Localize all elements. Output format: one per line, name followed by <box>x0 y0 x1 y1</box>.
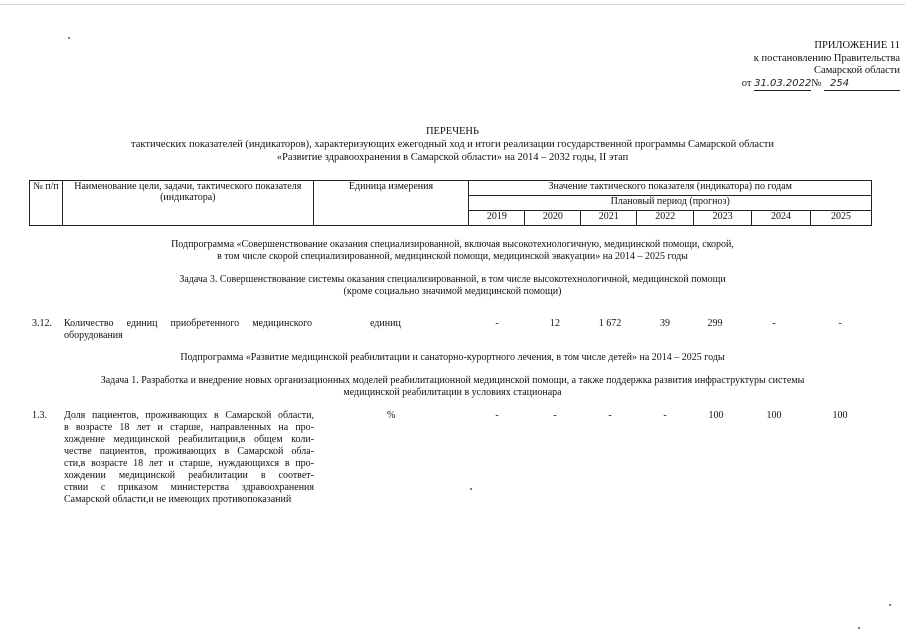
number-prefix: № <box>811 77 822 89</box>
document-title-line2: «Развитие здравоохранения в Самарской области» на 2014 – 2032 годы, II этап <box>276 152 629 163</box>
row-13-value: 100 <box>766 410 782 421</box>
header-plan-period: Плановый период (прогноз) <box>469 196 872 211</box>
header-year: 2022 <box>637 211 694 226</box>
row-312-value: 299 <box>707 318 723 329</box>
header-year: 2019 <box>469 211 525 226</box>
row-312-unit: единиц <box>370 318 401 329</box>
header-num: № п/п <box>30 181 63 226</box>
row-13-name <box>64 410 314 506</box>
appendix-decree: к постановлению Правительства <box>753 52 900 64</box>
header-year: 2025 <box>811 211 872 226</box>
row-13-value: - <box>608 410 612 421</box>
row-312-value: - <box>495 318 499 329</box>
header-year: 2024 <box>752 211 811 226</box>
task3-line1: Задача 3. Совершенствование системы оказания специализированной, в том числе высокотехнологичной, медицинской помощи <box>179 274 726 285</box>
row-13-value: - <box>495 410 499 421</box>
row-312-value: 1 672 <box>598 318 622 329</box>
row-13-num: 1.3. <box>32 410 47 421</box>
row-13-name-line: Доля пациентов, проживающих в Самарской области, <box>64 410 314 421</box>
indicator-table-header <box>29 180 872 226</box>
appendix-title: ПРИЛОЖЕНИЕ 11 <box>814 40 900 51</box>
appendix-block <box>660 40 900 91</box>
task3-line2: (кроме социально значимой медицинской помощи) <box>343 286 562 297</box>
subprogram1-line1: Подпрограмма «Совершенствование оказания специализированной, включая высокотехнологичную, медицинской помощи, скорой, <box>171 239 734 250</box>
row-13-value: - <box>553 410 557 421</box>
document-title-line1: тактических показателей (индикаторов), характеризующих ежегодный ход и итоги реализации государственной программы Самарской области <box>131 139 774 150</box>
row-312-name-line2: оборудования <box>64 330 123 341</box>
row-13-value: 100 <box>708 410 724 421</box>
appendix-date-line <box>660 78 900 92</box>
row-13-value: 100 <box>832 410 848 421</box>
row-13-value: - <box>663 410 667 421</box>
row-312-name-line1: Количество единиц приобретенного медицинского <box>64 318 312 329</box>
from-prefix: от <box>741 77 752 89</box>
row-13-name-line: честве пациентов, проживающих в Самарской обла- <box>64 446 314 457</box>
handwritten-number: 254 <box>824 78 900 92</box>
scan-speck <box>470 488 472 490</box>
row-13-name-line: хождение медицинской реабилитации,в общем коли- <box>64 434 314 445</box>
row-312-num: 3.12. <box>32 318 52 329</box>
header-name: Наименование цели, задачи, тактического показателя (индикатора) <box>62 181 313 226</box>
subprogram1-line2: в том числе скорой специализированной, медицинской помощи, медицинской эвакуации» на 2014 – 2025 годы <box>217 251 688 262</box>
header-year: 2021 <box>581 211 637 226</box>
scan-speck <box>68 37 70 39</box>
header-values: Значение тактического показателя (индикатора) по годам <box>469 181 872 196</box>
scan-top-edge <box>0 4 905 5</box>
row-13-name-line: ствии с приказом министерства здравоохранения <box>64 482 314 493</box>
header-year: 2020 <box>525 211 581 226</box>
header-year: 2023 <box>694 211 752 226</box>
task1-line2: медицинской реабилитации в условиях стационара <box>343 387 562 398</box>
subprogram2-line1: Подпрограмма «Развитие медицинской реабилитации и санаторно-курортного лечения, в том числе детей» на 2014 – 2025 годы <box>180 352 725 363</box>
scan-speck <box>889 604 891 606</box>
row-13-name-line: хождении медицинской реабилитации в соответ- <box>64 470 314 481</box>
row-13-name-line: сти,в возрасте 18 лет и старше, нуждающихся в про- <box>64 458 314 469</box>
appendix-region: Самарской области <box>814 65 900 76</box>
row-13-name-line: Самарской области,и не имеющих противопоказаний <box>64 494 292 505</box>
row-312-value: 39 <box>660 318 670 329</box>
header-unit: Единица измерения <box>313 181 469 226</box>
row-312-value: 12 <box>550 318 560 329</box>
row-13-unit: % <box>387 410 396 421</box>
document-heading: ПЕРЕЧЕНЬ <box>425 126 480 137</box>
handwritten-date: 31.03.2022 <box>754 78 811 92</box>
row-312-value: - <box>838 318 842 329</box>
scan-speck <box>858 627 860 629</box>
row-312-value: - <box>772 318 776 329</box>
task1-line1: Задача 1. Разработка и внедрение новых организационных моделей реабилитационной медицинской помощи, а также поддержка развития инфраструктуры системы <box>100 375 805 386</box>
row-13-name-line: в возрасте 18 лет и старше, направленных на про- <box>64 422 314 433</box>
